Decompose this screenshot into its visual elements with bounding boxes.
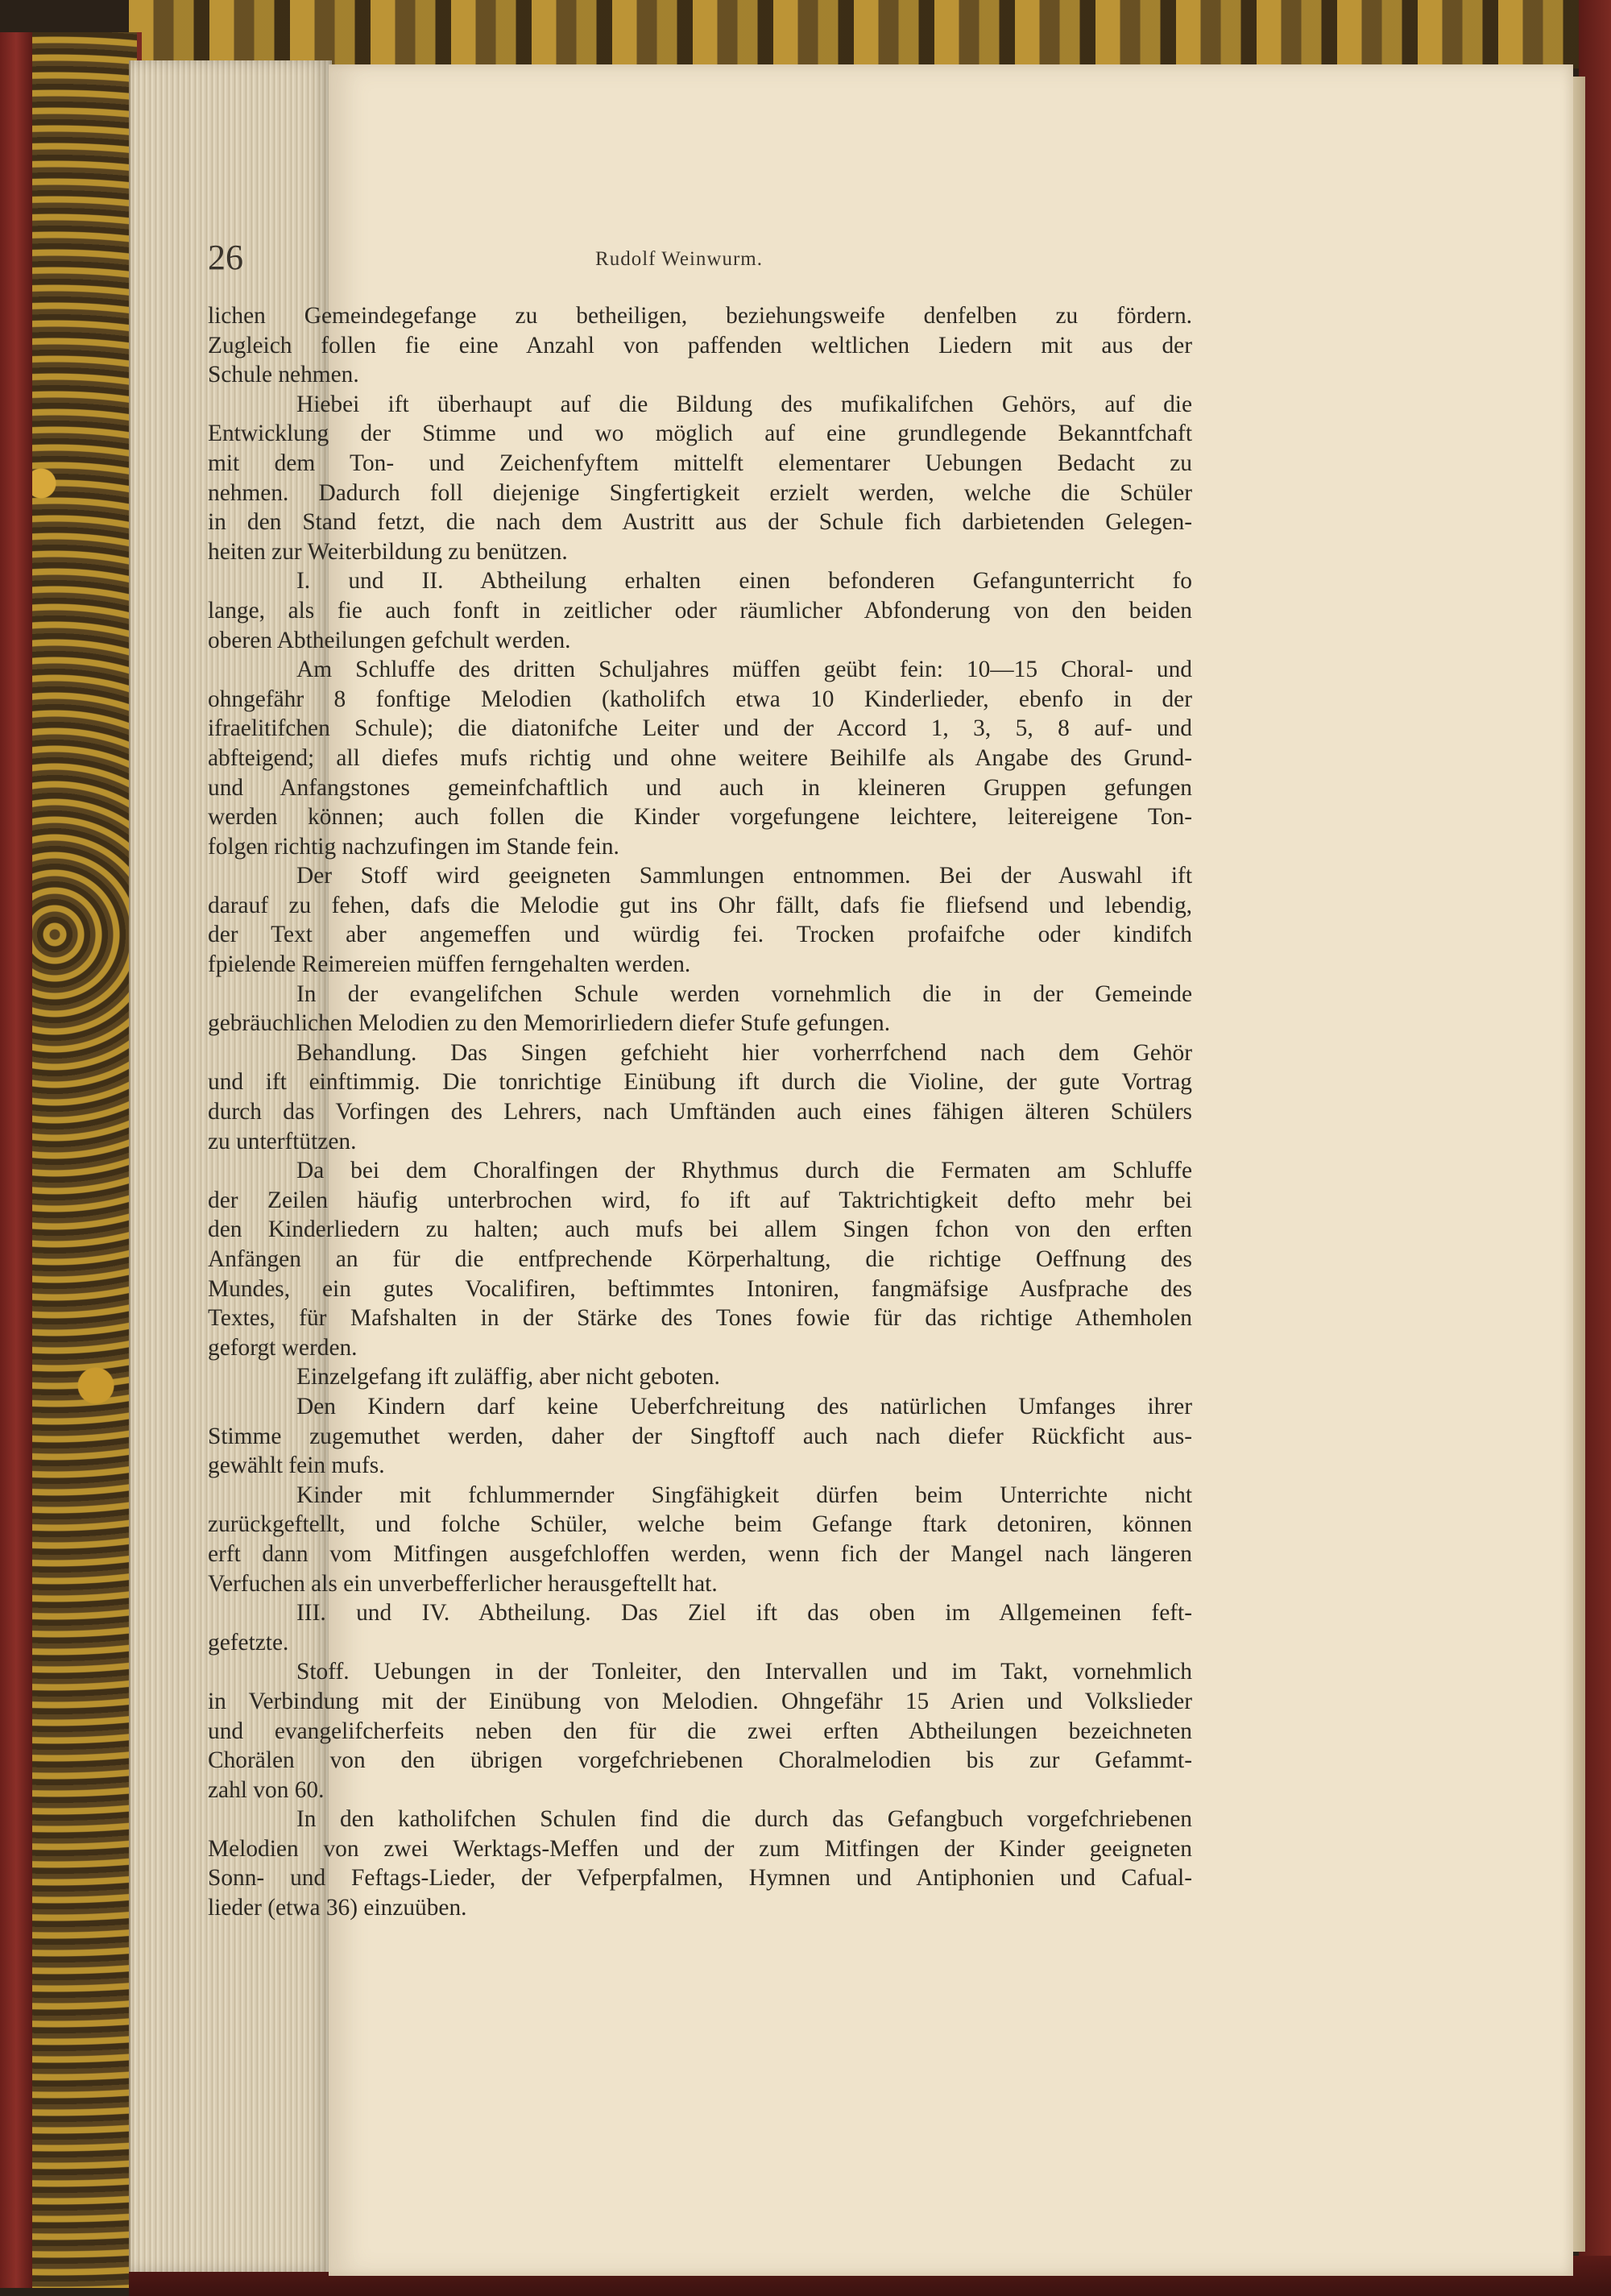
text-line: geforgt werden. (208, 1334, 358, 1361)
text-line: gebräuchlichen Melodien zu den Memorirliedern diefer Stufe gefungen. (208, 1010, 891, 1037)
text-line: gewählt fein mufs. (208, 1453, 385, 1479)
text-line: gefetzte. (208, 1629, 289, 1656)
text-line: mit dem Ton- und Zeichenfyftem mittelft elementarer Uebungen Bedacht zu (208, 450, 1192, 476)
text-line: Da bei dem Choralfingen der Rhythmus durch die Fermaten am Schluffe (296, 1158, 1192, 1184)
text-line: fpielende Reimereien müffen ferngehalten werden. (208, 951, 691, 978)
text-line: Am Schluffe des dritten Schuljahres müffen geübt fein: 10—15 Choral- und (296, 657, 1192, 683)
body-text (208, 301, 1192, 1923)
text-line: In den katholifchen Schulen find die durch das Gefangbuch vorgefchriebenen (296, 1806, 1192, 1833)
text-line: ohngefähr 8 fonftige Melodien (katholifch etwa 10 Kinderlieder, ebenfo in der (208, 686, 1192, 712)
text-line: in den Stand fetzt, die nach dem Austritt aus der Schule fich darbietenden Gelegen- (208, 509, 1192, 536)
text-line: Melodien von zwei Werktags-Meffen und der zum Mitfingen der Kinder geeigneten (208, 1835, 1192, 1862)
text-line: erft dann vom Mitfingen ausgefchloffen werden, wenn fich der Mangel nach längeren (208, 1540, 1192, 1567)
text-line: heiten zur Weiterbildung zu benützen. (208, 538, 568, 565)
text-line: Chorälen von den übrigen vorgefchriebenen Choralmelodien bis zur Gefammt- (208, 1747, 1192, 1774)
text-line: zahl von 60. (208, 1776, 325, 1803)
text-line: darauf zu fehen, dafs die Melodie gut ins Ohr fällt, dafs fie fliefsend und lebendig, (208, 892, 1192, 918)
text-line: lieder (etwa 36) einzuüben. (208, 1895, 467, 1921)
leather-spine (0, 32, 32, 2288)
text-line: Hiebei ift überhaupt auf die Bildung des mufikalifchen Gehörs, auf die (296, 391, 1192, 417)
header-author: Rudolf Weinwurm. (595, 248, 763, 270)
text-line: und Anfangstones gemeinfchaftlich und auch in kleineren Gruppen gefungen (208, 774, 1192, 801)
text-line: Mundes, ein gutes Vocalifiren, beftimmtes Intoniren, fangmäfsige Ausfprache des (208, 1275, 1192, 1302)
text-line: der Text aber angemeffen und würdig fei. Trocken profaifche oder kindifch (208, 922, 1192, 948)
marbled-cover-top (129, 0, 1611, 68)
text-line: abfteigend; all diefes mufs richtig und ohne weitere Beihilfe als Angabe des Grund- (208, 744, 1192, 771)
text-line: Zugleich follen fie eine Anzahl von paffenden weltlichen Liedern mit aus der (208, 332, 1192, 358)
text-line: den Kinderliedern zu halten; auch mufs bei allem Singen fchon von den erften (208, 1216, 1192, 1243)
text-line: Stoff. Uebungen in der Tonleiter, den Intervallen und im Takt, vornehmlich (296, 1659, 1192, 1685)
text-line: werden können; auch follen die Kinder vorgefungene leichtere, leitereigene Ton- (208, 804, 1192, 831)
text-line: Einzelgefang ift zuläffig, aber nicht geboten. (296, 1364, 720, 1390)
text-line: zurückgeftellt, und folche Schüler, welche beim Gefange ftark detoniren, können (208, 1511, 1192, 1538)
text-line: in Verbindung mit der Einübung von Melodien. Ohngefähr 15 Arien und Volkslieder (208, 1688, 1192, 1714)
text-line: In der evangelifchen Schule werden vornehmlich die in der Gemeinde (296, 980, 1192, 1007)
page-number: 26 (208, 238, 243, 277)
text-line: Verfuchen als ein unverbefferlicher herausgeftellt hat. (208, 1570, 718, 1597)
text-line: Kinder mit fchlummernder Singfähigkeit dürfen beim Unterrichte nicht (296, 1482, 1192, 1508)
text-line: Sonn- und Feftags-Lieder, der Vefperpfalmen, Hymnen und Antiphonien und Cafual- (208, 1865, 1192, 1892)
running-header (208, 234, 1150, 282)
text-line: lange, als fie auch fonft in zeitlicher oder räumlicher Abfonderung von den beiden (208, 597, 1192, 624)
text-line: Den Kindern darf keine Ueberfchreitung des natürlichen Umfanges ihrer (296, 1393, 1192, 1419)
text-line: zu unterftützen. (208, 1128, 357, 1154)
text-line: durch das Vorfingen des Lehrers, nach Umftänden auch eines fähigen älteren Schülers (208, 1099, 1192, 1125)
text-line: lichen Gemeindegefange zu betheiligen, beziehungsweife denfelben zu fördern. (208, 303, 1192, 329)
text-line: der Zeilen häufig unterbrochen wird, fo ift auf Taktrichtigkeit defto mehr bei (208, 1187, 1192, 1213)
text-line: und ift einftimmig. Die tonrichtige Einübung ift durch die Violine, der gute Vortrag (208, 1069, 1192, 1096)
text-line: und evangelifcherfeits neben den für die zwei erften Abtheilungen bezeichneten (208, 1718, 1192, 1744)
text-line: I. und II. Abtheilung erhalten einen befonderen Gefangunterricht fo (296, 568, 1192, 595)
text-line: nehmen. Dadurch foll diejenige Singfertigkeit erzielt werden, welche die Schüler (208, 479, 1192, 506)
text-line: Entwicklung der Stimme und wo möglich auf eine grundlegende Bekanntfchaft (208, 421, 1192, 447)
text-line: Textes, für Mafshalten in der Stärke des Tones fowie für das richtige Athemholen (208, 1305, 1192, 1332)
text-line: oberen Abtheilungen gefchult werden. (208, 627, 571, 653)
text-line: ifraelitifchen Schule); die diatonifche Leiter und der Accord 1, 3, 5, 8 auf- und (208, 715, 1192, 742)
text-line: Der Stoff wird geeigneten Sammlungen entnommen. Bei der Auswahl ift (296, 863, 1192, 889)
text-line: Schule nehmen. (208, 362, 359, 388)
text-line: folgen richtig nachzufingen im Stande fein. (208, 833, 619, 860)
text-line: Anfängen an für die entfprechende Körperhaltung, die richtige Oeffnung des (208, 1246, 1192, 1272)
text-line: III. und IV. Abtheilung. Das Ziel ift das oben im Allgemeinen feft- (296, 1600, 1192, 1627)
text-line: Stimme zugemuthet werden, daher der Singftoff auch nach diefer Rückficht aus- (208, 1423, 1192, 1449)
text-line: Behandlung. Das Singen gefchieht hier vorherrfchend nach dem Gehör (296, 1039, 1192, 1066)
